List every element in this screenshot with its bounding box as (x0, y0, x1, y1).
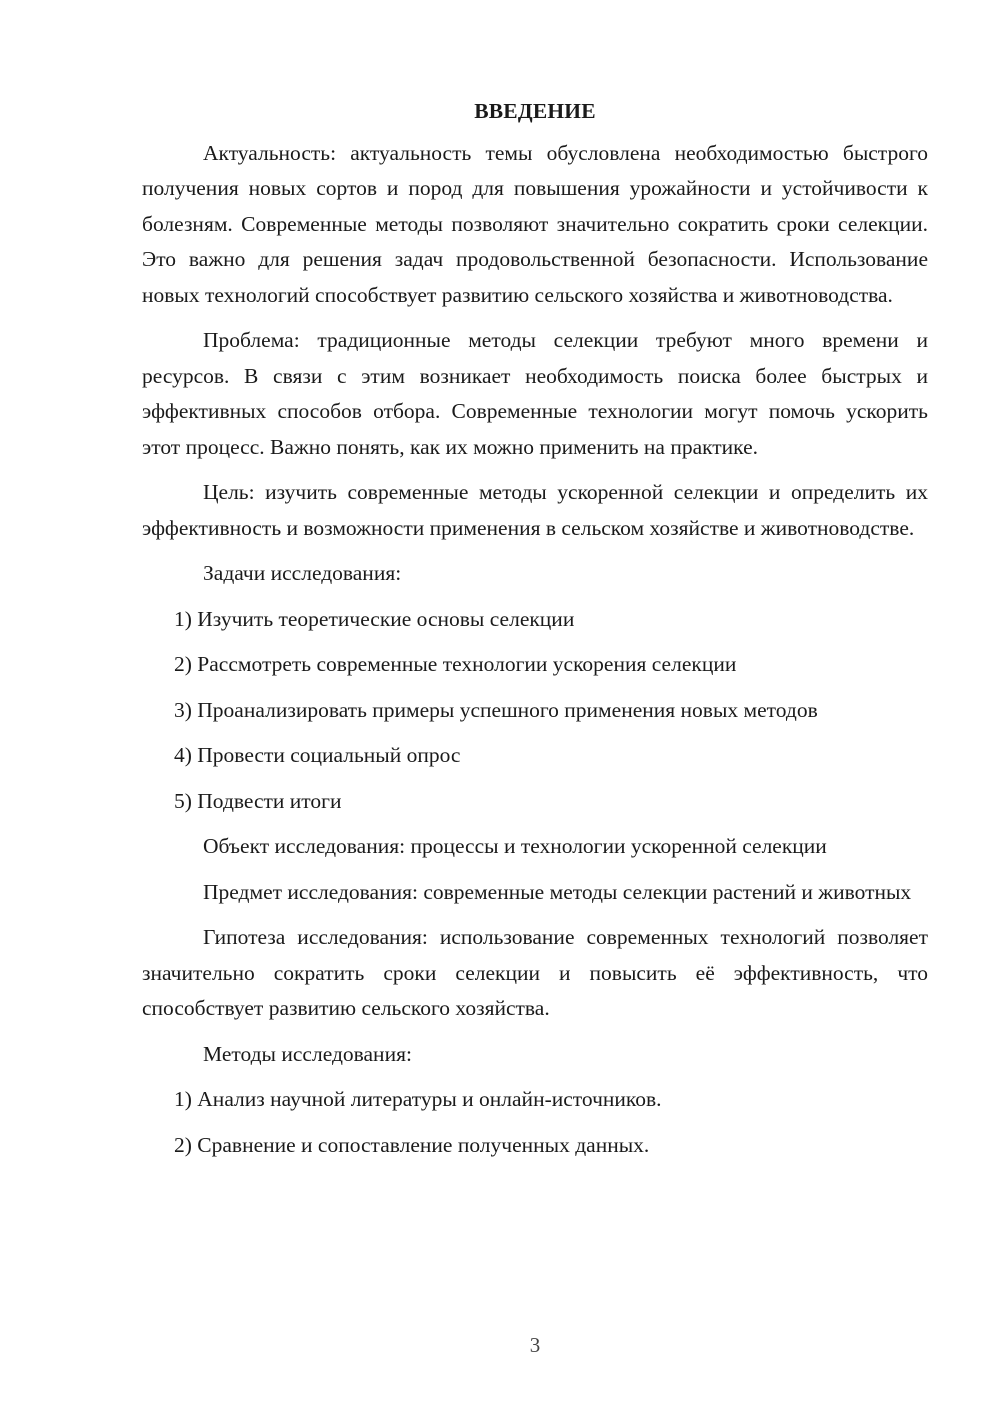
list-item: 4) Провести социальный опрос (174, 743, 461, 767)
list-item: 1) Изучить теоретические основы селекции (174, 606, 575, 631)
page-number: 3 (529, 1333, 541, 1357)
tasks-list (142, 602, 928, 820)
goal-paragraph: Цель: изучить современные методы ускоренной селекции и определить их эффективность и возможности применения в сельском хозяйстве и животноводстве. (142, 480, 928, 540)
page-title: ВВЕДЕНИЕ (474, 99, 596, 123)
tasks-heading: Задачи исследования: (203, 561, 402, 585)
page-content (142, 94, 928, 1173)
problem-paragraph: Проблема: традиционные методы селекции требуют много времени и ресурсов. В связи с этим возникает необходимость поиска более быстрых и эффективных способов отбора. Современные технологии могут помочь ускорить этот процесс. Важно понять, как их можно применить на практике. (142, 328, 928, 459)
object-paragraph: Объект исследования: процессы и технологии ускоренной селекции (203, 834, 827, 858)
list-item: 5) Подвести итоги (174, 788, 342, 813)
relevance-paragraph: Актуальность: актуальность темы обусловлена необходимостью быстрого получения новых сортов и пород для повышения урожайности и устойчивости к болезням. Современные методы позволяют значительно сократить сроки селекции. Это важно для решения задач продовольственной безопасности. Использование новых технологий способствует развитию сельского хозяйства и животноводства. (142, 140, 928, 307)
methods-list (142, 1082, 928, 1163)
subject-paragraph: Предмет исследования: современные методы селекции растений и животных (203, 879, 912, 904)
methods-heading: Методы исследования: (203, 1041, 412, 1066)
hypothesis-paragraph: Гипотеза исследования: использование современных технологий позволяет значительно сократить сроки селекции и повысить её эффективность, что способствует развитию сельского хозяйства. (142, 925, 928, 1020)
list-item: 3) Проанализировать примеры успешного применения новых методов (174, 697, 818, 722)
list-item: 2) Сравнение и сопоставление полученных данных. (174, 1132, 650, 1157)
list-item: 2) Рассмотреть современные технологии ускорения селекции (174, 652, 737, 676)
list-item: 1) Анализ научной литературы и онлайн-источников. (174, 1087, 662, 1111)
